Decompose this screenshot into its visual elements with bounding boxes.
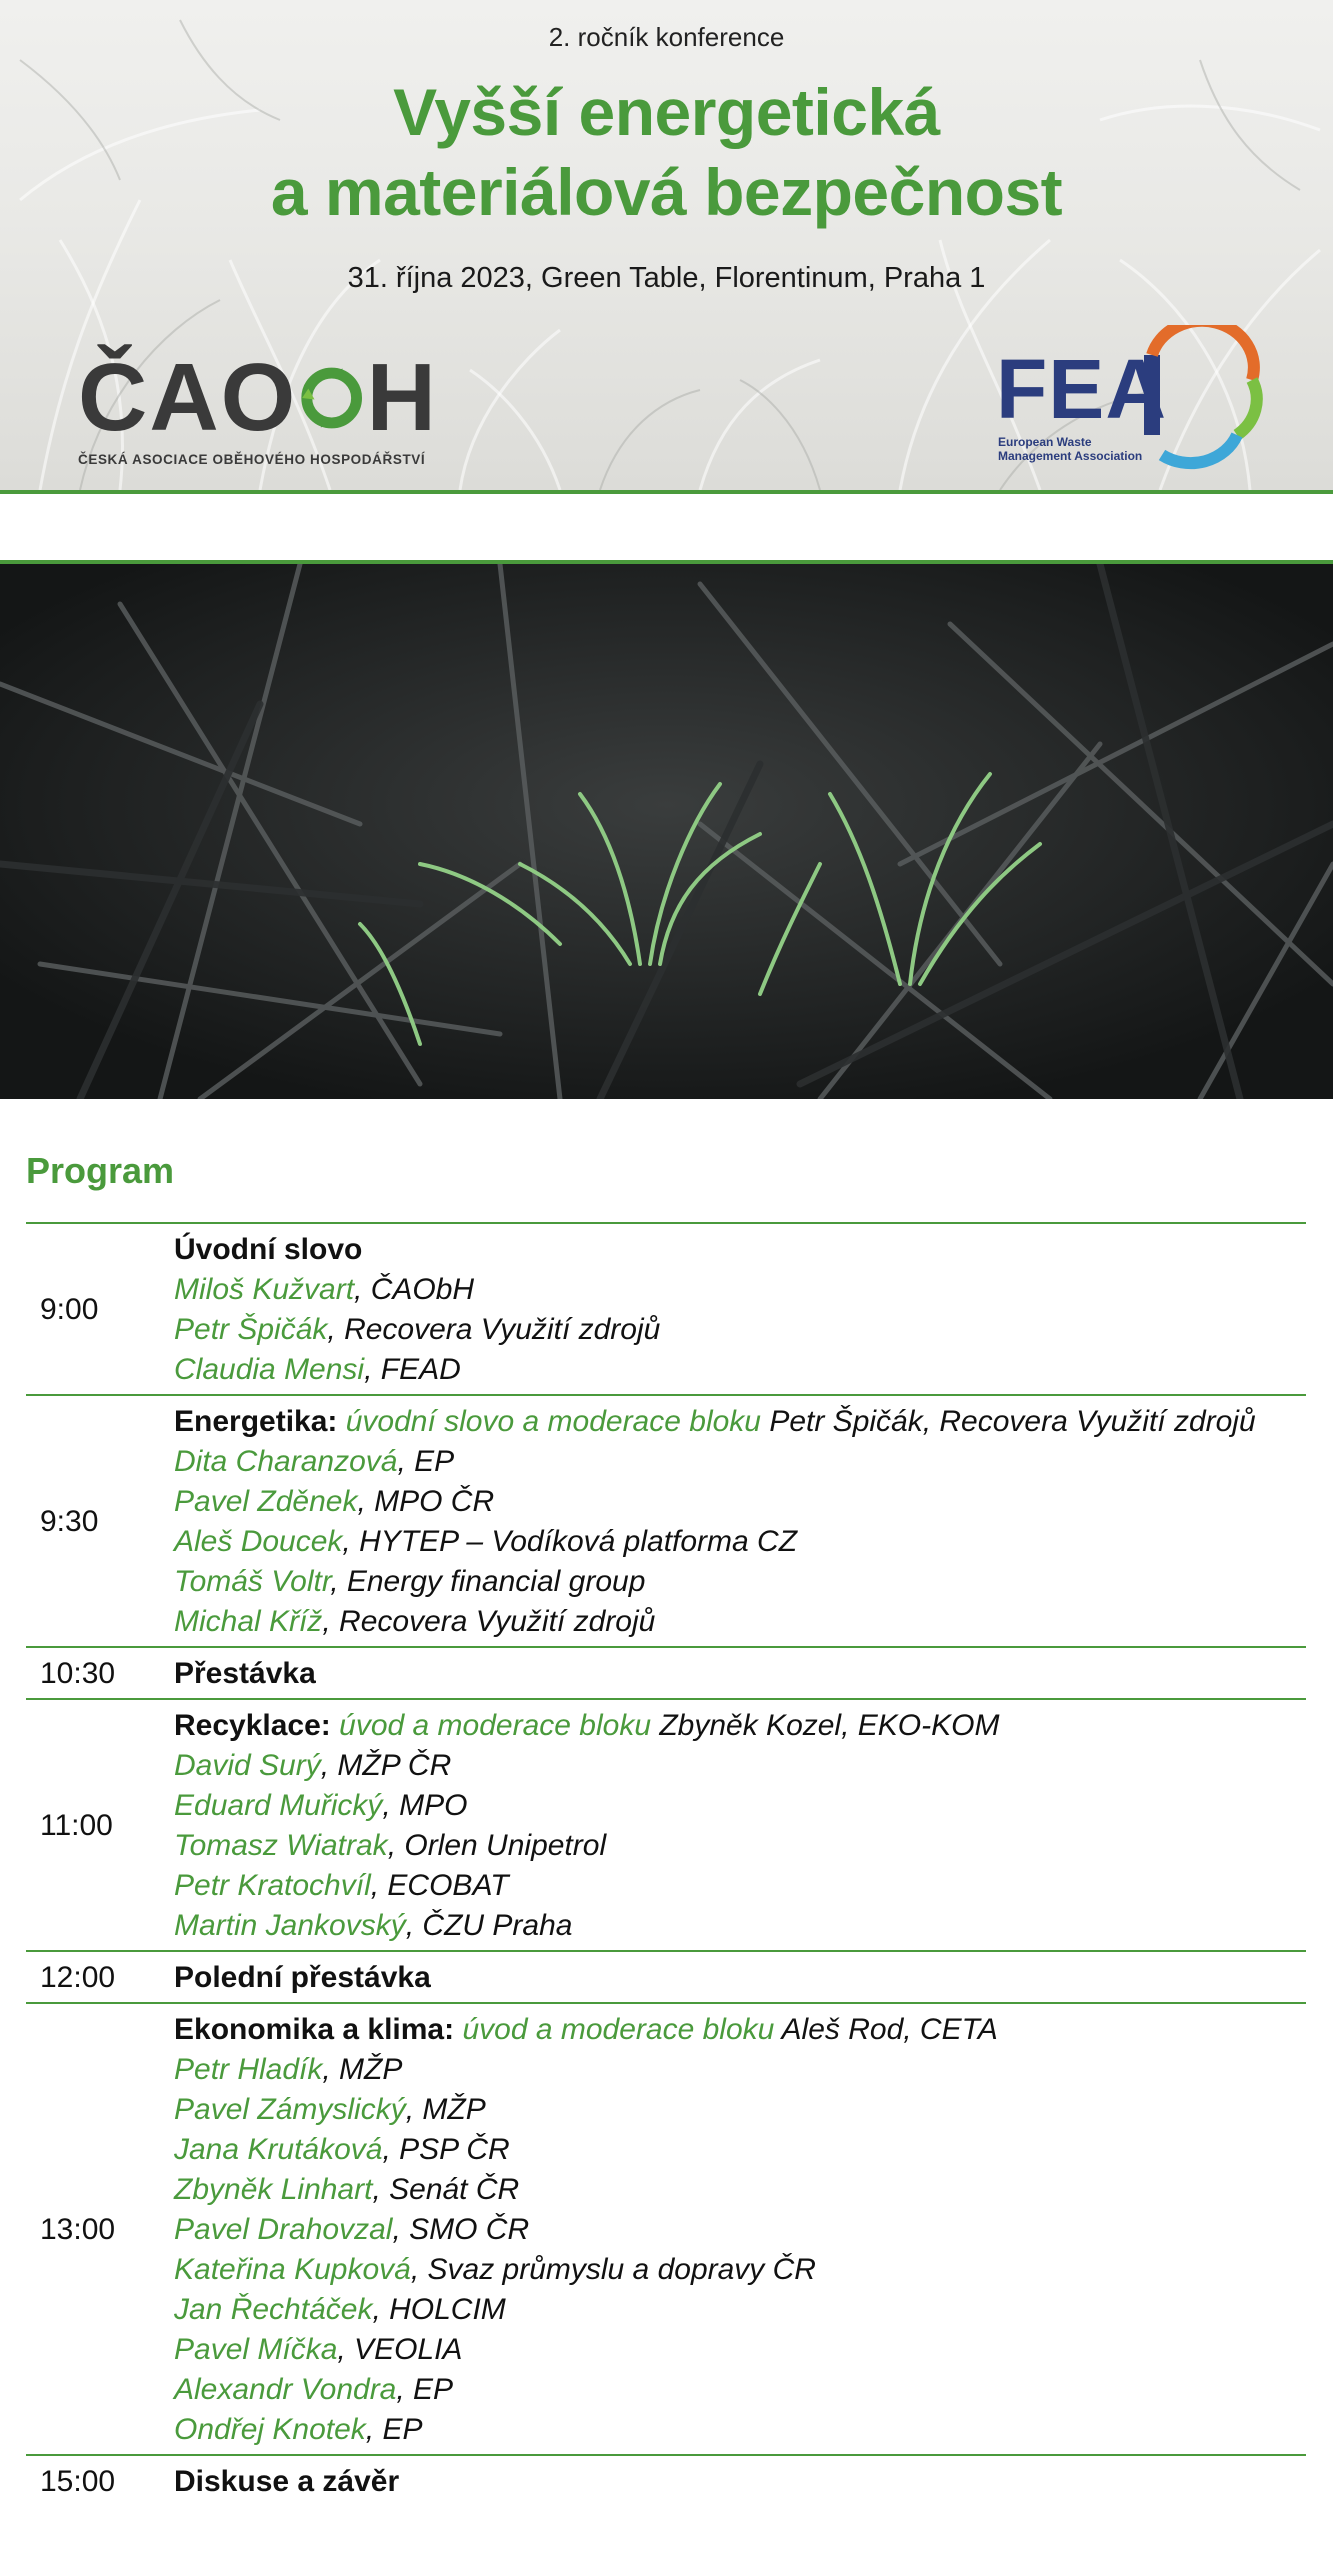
caobh-logo-right: H [366, 344, 438, 451]
session-heading: Přestávka [174, 1657, 316, 1690]
speaker: Claudia Mensi, FEAD [174, 1353, 461, 1386]
speaker: Pavel Drahovzal, SMO ČR [174, 2213, 530, 2246]
burnt-grass-photo [0, 560, 1333, 1099]
caobh-subtitle: ČESKÁ ASOCIACE OBĚHOVÉHO HOSPODÁŘSTVÍ [78, 452, 426, 467]
session-time: 11:00 [40, 1809, 113, 1842]
speaker: Dita Charanzová, EP [174, 1445, 455, 1478]
recycle-icon [299, 356, 364, 440]
speaker: Zbyněk Linhart, Senát ČR [174, 2173, 520, 2206]
session-heading: Ekonomika a klima: úvod a moderace bloku Aleš Rod, CETA [174, 2013, 998, 2046]
program-row [26, 1700, 1306, 1952]
speaker: Pavel Zděnek, MPO ČR [174, 1485, 495, 1518]
program-title: Program [26, 1150, 175, 1191]
speaker: Pavel Míčka, VEOLIA [174, 2333, 463, 2366]
session-time: 10:30 [40, 1657, 116, 1690]
session-heading: Polední přestávka [174, 1961, 431, 1994]
program-row [26, 2456, 1306, 2506]
speaker: Kateřina Kupková, Svaz průmyslu a dopravy ČR [174, 2253, 816, 2286]
program-row [26, 1396, 1306, 1648]
speaker: Jana Krutáková, PSP ČR [174, 2133, 510, 2166]
speaker: Pavel Zámyslický, MŽP [174, 2093, 486, 2126]
title-line-2: a materiálová bezpečnost [270, 155, 1063, 229]
header-banner [0, 0, 1333, 494]
session-time: 15:00 [40, 2465, 116, 2498]
speaker: Ondřej Knotek, EP [174, 2413, 423, 2446]
session-time: 12:00 [40, 1961, 116, 1994]
program-row [26, 1648, 1306, 1700]
session-time: 13:00 [40, 2213, 116, 2246]
title-line-1: Vyšší energetická [393, 75, 940, 149]
session-heading: Diskuse a závěr [174, 2465, 400, 2498]
conference-edition: 2. ročník konference [548, 22, 785, 52]
speaker: Alexandr Vondra, EP [174, 2373, 454, 2406]
speaker: Petr Špičák, Recovera Využití zdrojů [174, 1313, 661, 1346]
speaker: Jan Řechtáček, HOLCIM [174, 2293, 506, 2326]
speaker: Petr Hladík, MŽP [174, 2053, 403, 2086]
session-time: 9:00 [40, 1293, 99, 1326]
speaker: Aleš Doucek, HYTEP – Vodíková platforma CZ [174, 1525, 798, 1558]
sprouting-grass-image [0, 564, 1333, 1099]
fead-logo [992, 325, 1272, 475]
speaker: Tomáš Voltr, Energy financial group [174, 1565, 646, 1598]
speaker: David Surý, MŽP ČR [174, 1749, 452, 1782]
session-time: 9:30 [40, 1505, 99, 1538]
speaker: Miloš Kužvart, ČAObH [174, 1273, 475, 1306]
fead-subtitle-line-2: Management Association [998, 449, 1143, 463]
program-row [26, 2004, 1306, 2456]
session-heading: Recyklace: úvod a moderace bloku Zbyněk Kozel, EKO-KOM [174, 1709, 1000, 1742]
speaker: Eduard Muřický, MPO [174, 1789, 468, 1822]
caobh-logo [78, 344, 438, 470]
fead-logo-word: FEA [996, 342, 1167, 436]
conference-date-venue: 31. října 2023, Green Table, Florentinum, Praha 1 [347, 262, 986, 294]
fead-d-arc-icon [1142, 325, 1272, 475]
program-table [26, 1222, 1306, 2506]
fead-subtitle-line-1: European Waste [998, 435, 1092, 449]
fead-subtitle [998, 435, 1142, 463]
program-row [26, 1224, 1306, 1396]
speaker: Martin Jankovský, ČZU Praha [174, 1909, 573, 1942]
speaker: Petr Kratochvíl, ECOBAT [174, 1869, 509, 1902]
speaker: Michal Kříž, Recovera Využití zdrojů [174, 1605, 656, 1638]
session-heading: Úvodní slovo [174, 1233, 363, 1266]
program-row [26, 1952, 1306, 2004]
caobh-logo-left: ČAO [78, 344, 298, 451]
speaker: Tomasz Wiatrak, Orlen Unipetrol [174, 1829, 607, 1862]
session-heading: Energetika: úvodní slovo a moderace bloku Petr Špičák, Recovera Využití zdrojů [174, 1405, 1256, 1438]
conference-title [0, 72, 1333, 232]
